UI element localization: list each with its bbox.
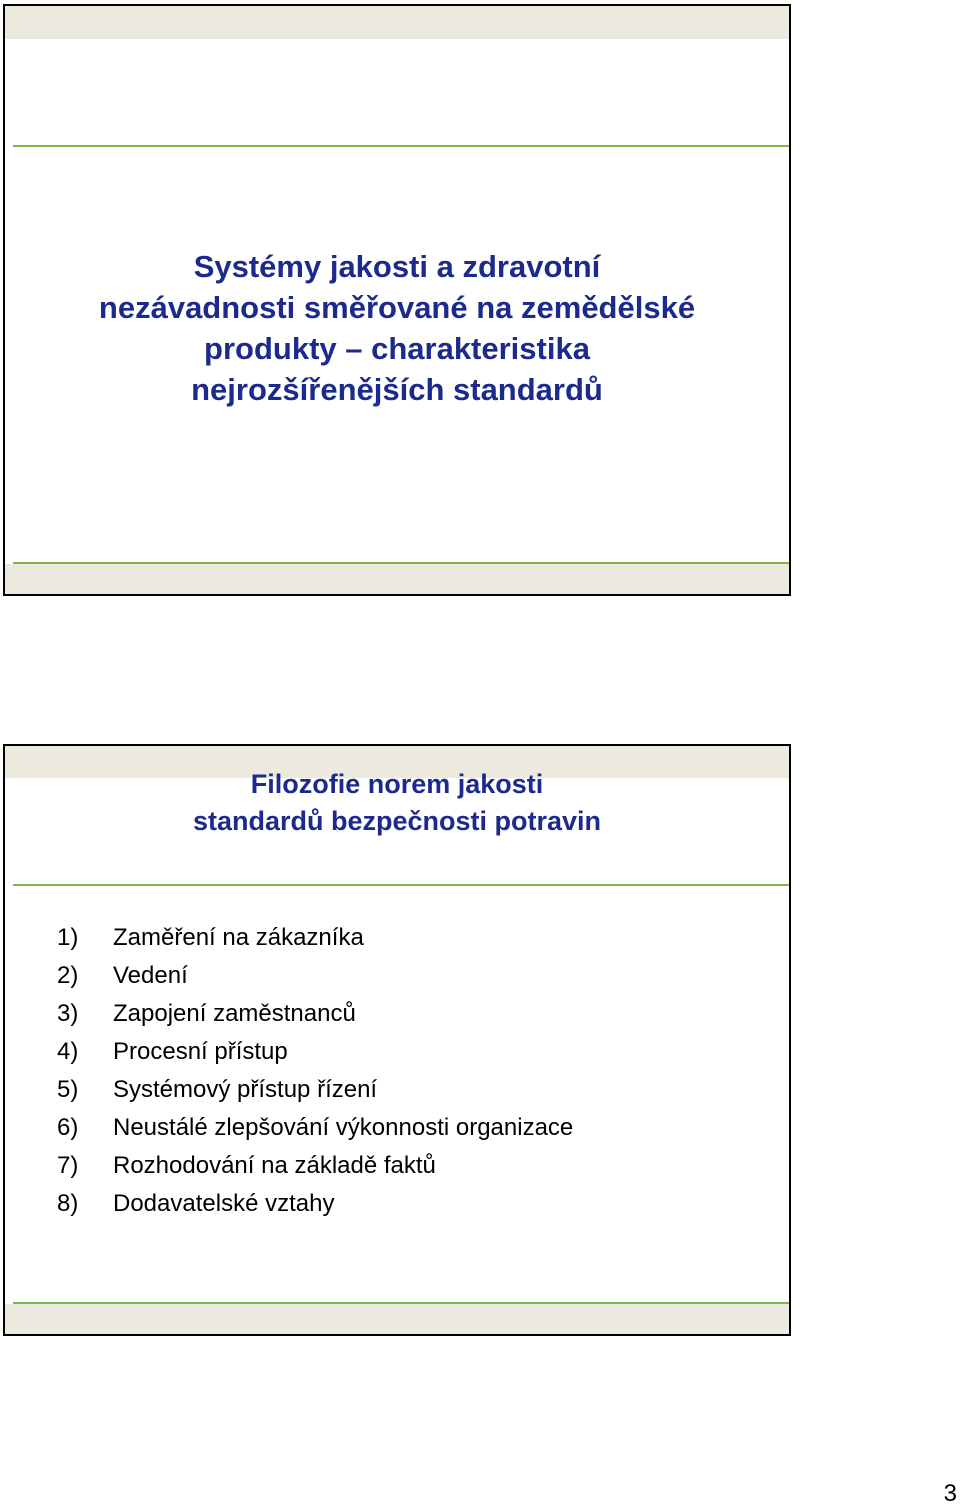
- item-number: 4): [57, 1038, 79, 1065]
- item-number: 5): [57, 1076, 79, 1103]
- heading-line: Filozofie norem jakosti: [250, 769, 544, 799]
- list-item: [57, 995, 573, 1033]
- slide-principles: [3, 744, 791, 1336]
- presentation-title: [5, 246, 789, 410]
- heading-line: standardů bezpečnosti potravin: [192, 806, 602, 836]
- item-text: Dodavatelské vztahy: [113, 1190, 335, 1217]
- item-text: Systémový přístup řízení: [113, 1076, 378, 1103]
- item-text: Zaměření na zákazníka: [113, 924, 364, 951]
- item-number: 3): [57, 1000, 79, 1027]
- title-line: nezávadnosti směřované na zemědělské: [98, 290, 696, 325]
- list-item: [57, 1185, 573, 1223]
- item-text: Procesní přístup: [113, 1038, 288, 1065]
- item-text: Neustálé zlepšování výkonnosti organizace: [113, 1114, 574, 1141]
- slide-top-rule: [13, 145, 789, 147]
- title-line: Systémy jakosti a zdravotní: [193, 249, 601, 284]
- item-number: 7): [57, 1152, 79, 1179]
- slide-heading: [5, 766, 789, 840]
- page-number: 3: [943, 1480, 957, 1507]
- title-line: nejrozšířenějších standardů: [191, 372, 603, 407]
- item-text: Vedení: [113, 962, 188, 989]
- list-item: [57, 1071, 573, 1109]
- item-number: 6): [57, 1114, 79, 1141]
- list-item: [57, 919, 573, 957]
- list-item: [57, 1033, 573, 1071]
- item-text: Zapojení zaměstnanců: [113, 1000, 356, 1027]
- slide-top-rule: [13, 884, 789, 886]
- item-number: 1): [57, 924, 79, 951]
- slide-title: [3, 4, 791, 596]
- list-item: [57, 1147, 573, 1185]
- item-text: Rozhodování na základě faktů: [113, 1152, 436, 1179]
- list-item: [57, 1109, 573, 1147]
- item-number: 8): [57, 1190, 79, 1217]
- list-item: [57, 957, 573, 995]
- item-number: 2): [57, 962, 79, 989]
- principles-list: [57, 919, 573, 1223]
- slide-bottom-band: [5, 1304, 789, 1334]
- title-line: produkty – charakteristika: [204, 331, 590, 366]
- slide-bottom-band: [5, 564, 789, 594]
- slide-top-band: [5, 6, 789, 39]
